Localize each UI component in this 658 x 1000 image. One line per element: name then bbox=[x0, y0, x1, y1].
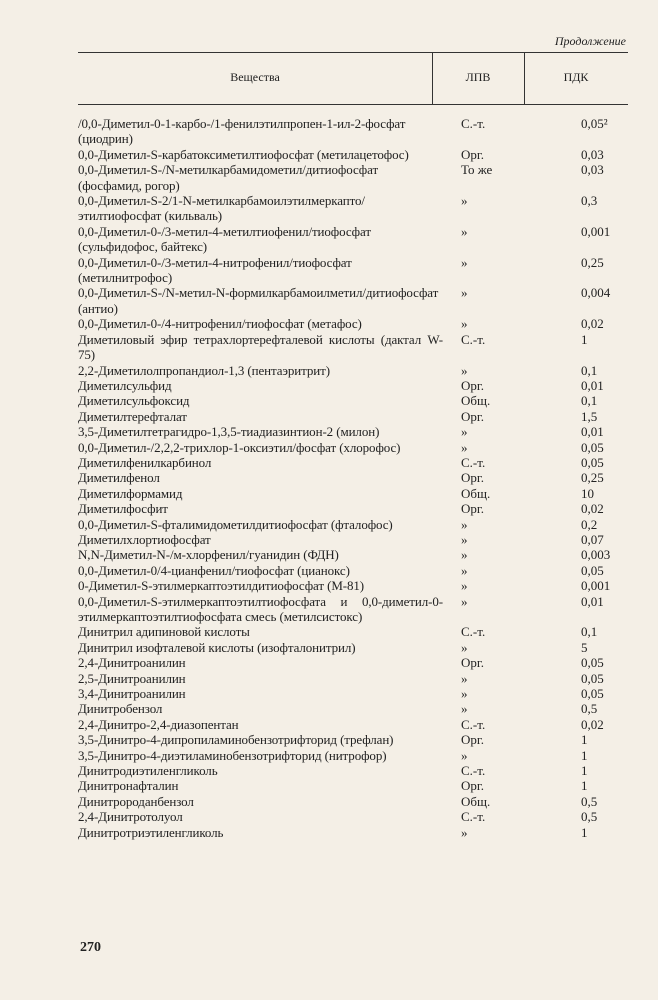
substance-name: /0,0-Диметил-0-1-карбо-/1-фенилэтилпропен-1-ил-2-фосфат (циодрин) bbox=[78, 116, 406, 147]
substance-name: 3,5-Динитро-4-дипропиламинобензотрифторид (трефлан) bbox=[78, 732, 394, 748]
lpv-value: С.-т. bbox=[461, 454, 486, 470]
table-row bbox=[78, 501, 630, 516]
table-row bbox=[78, 440, 630, 455]
pdk-value: 0,05 bbox=[581, 686, 604, 702]
substance-name: Диметиловый эфир тетрахлортерефталевой кислоты (дактал W-75) bbox=[78, 331, 443, 363]
substance-name: 0,0-Диметил-0-/4-нитрофенил/тиофосфат (метафос) bbox=[78, 316, 362, 332]
table-row bbox=[78, 193, 630, 224]
lpv-value: Общ. bbox=[461, 393, 491, 409]
pdk-value: 0,07 bbox=[581, 531, 604, 547]
pdk-value: 0,01 bbox=[581, 593, 604, 609]
substance-name: Динитротриэтиленгликоль bbox=[78, 824, 224, 840]
lpv-value: » bbox=[461, 516, 468, 532]
pdk-value: 0,2 bbox=[581, 516, 598, 532]
table-header-rule bbox=[78, 104, 628, 105]
substance-name: Диметилсульфид bbox=[78, 377, 172, 393]
table-row bbox=[78, 517, 630, 532]
pdk-value: 0,001 bbox=[581, 578, 611, 594]
substance-name: 0,0-Диметил-S-карбатоксиметилтиофосфат (метилацетофос) bbox=[78, 146, 409, 162]
pdk-value: 0,05 bbox=[581, 655, 604, 671]
table-row bbox=[78, 563, 630, 578]
table-row bbox=[78, 224, 630, 255]
table-row bbox=[78, 732, 630, 747]
lpv-value: » bbox=[461, 701, 468, 717]
pdk-value: 0,05 bbox=[581, 439, 604, 455]
lpv-value: С.-т. bbox=[461, 809, 486, 825]
pdk-value: 0,05 bbox=[581, 562, 604, 578]
table-row bbox=[78, 640, 630, 655]
table-row bbox=[78, 717, 630, 732]
substance-name: 2,4-Динитротолуол bbox=[78, 809, 183, 825]
substance-name: 0,0-Диметил-0-/3-метил-4-метилтиофенил/тиофосфат (сульфидофос, байтекс) bbox=[78, 223, 371, 255]
substance-name: 2,4-Динитро-2,4-диазопентан bbox=[78, 716, 239, 732]
lpv-value: » bbox=[461, 223, 468, 239]
substance-name: Диметилфосфит bbox=[78, 501, 168, 517]
table-row bbox=[78, 578, 630, 593]
lpv-value: Орг. bbox=[461, 408, 485, 424]
continued-label: Продолжение bbox=[554, 34, 626, 48]
lpv-value: » bbox=[461, 593, 468, 609]
substance-name: Диметилхлортиофосфат bbox=[78, 531, 211, 547]
lpv-value: С.-т. bbox=[461, 716, 486, 732]
pdk-value: 0,004 bbox=[581, 285, 611, 301]
lpv-value: » bbox=[461, 670, 468, 686]
substance-name: Динитробензол bbox=[78, 701, 163, 717]
table-row bbox=[78, 809, 630, 824]
pdk-value: 0,05 bbox=[581, 670, 604, 686]
table-row bbox=[78, 455, 630, 470]
lpv-value: » bbox=[461, 285, 468, 301]
table-body bbox=[78, 116, 630, 840]
pdk-value: 1 bbox=[581, 763, 588, 779]
table-row bbox=[78, 686, 630, 701]
substance-name: 0,0-Диметил-S-2/1-N-метилкарбамоилэтилмеркапто/этилтиофосфат (кильваль) bbox=[78, 193, 365, 224]
pdk-value: 0,001 bbox=[581, 223, 611, 239]
substance-name: Динитронафталин bbox=[78, 778, 179, 794]
table-row bbox=[78, 316, 630, 331]
pdk-value: 0,5 bbox=[581, 793, 598, 809]
lpv-value: » bbox=[461, 439, 468, 455]
pdk-value: 0,1 bbox=[581, 393, 598, 409]
pdk-value: 0,02 bbox=[581, 316, 604, 332]
lpv-value: » bbox=[461, 562, 468, 578]
substance-name: 0,0-Диметил-S-/N-метил-N-формилкарбамоилметил/дитиофосфат (антио) bbox=[78, 285, 439, 316]
lpv-value: » bbox=[461, 531, 468, 547]
table-row bbox=[78, 532, 630, 547]
pdk-value: 0,05 bbox=[581, 454, 604, 470]
table-row bbox=[78, 409, 630, 424]
substance-name: 2,2-Диметилолпропандиол-1,3 (пентаэритрит) bbox=[78, 362, 330, 378]
pdk-value: 0,05² bbox=[581, 116, 608, 131]
table-row bbox=[78, 778, 630, 793]
lpv-value: » bbox=[461, 578, 468, 594]
pdk-value: 0,25 bbox=[581, 470, 604, 486]
substance-name: 0,0-Диметил-0-/3-метил-4-нитрофенил/тиофосфат (метилнитрофос) bbox=[78, 254, 352, 286]
lpv-value: Орг. bbox=[461, 732, 485, 748]
pdk-value: 1 bbox=[581, 747, 588, 763]
table-row bbox=[78, 378, 630, 393]
table-row bbox=[78, 624, 630, 639]
lpv-value: То же bbox=[461, 162, 493, 178]
substance-name: N,N-Диметил-N-/м-хлорфенил/гуанидин (ФДН) bbox=[78, 547, 339, 563]
lpv-value: » bbox=[461, 254, 468, 270]
lpv-value: » bbox=[461, 824, 468, 840]
substance-name: Диметилфенилкарбинол bbox=[78, 454, 212, 470]
table-row bbox=[78, 701, 630, 716]
substance-name: Диметилтерефталат bbox=[78, 408, 187, 424]
lpv-value: Орг. bbox=[461, 655, 485, 671]
lpv-value: » bbox=[461, 686, 468, 702]
substance-name: 2,4-Динитроанилин bbox=[78, 655, 186, 671]
pdk-value: 0,02 bbox=[581, 716, 604, 732]
table-row bbox=[78, 594, 630, 625]
pdk-value: 1 bbox=[581, 331, 588, 347]
table-row bbox=[78, 671, 630, 686]
lpv-value: Орг. bbox=[461, 146, 485, 162]
pdk-value: 0,5 bbox=[581, 701, 598, 717]
table-row bbox=[78, 332, 630, 363]
lpv-value: Орг. bbox=[461, 470, 485, 486]
table-top-rule bbox=[78, 52, 628, 53]
pdk-value: 0,1 bbox=[581, 624, 598, 640]
pdk-value: 1 bbox=[581, 824, 588, 840]
table-row bbox=[78, 825, 630, 840]
substance-name: 3,5-Диметилтетрагидро-1,3,5-тиадиазинтион-2 (милон) bbox=[78, 424, 380, 440]
pdk-value: 0,1 bbox=[581, 362, 598, 378]
table-row bbox=[78, 655, 630, 670]
substance-name: Динитрил изофталевой кислоты (изофталонитрил) bbox=[78, 639, 356, 655]
table-row bbox=[78, 470, 630, 485]
substance-name: Диметилформамид bbox=[78, 485, 183, 501]
lpv-value: Орг. bbox=[461, 778, 485, 794]
pdk-value: 0,3 bbox=[581, 193, 598, 209]
lpv-value: Орг. bbox=[461, 501, 485, 517]
table-row bbox=[78, 147, 630, 162]
pdk-value: 5 bbox=[581, 639, 588, 655]
lpv-value: Общ. bbox=[461, 793, 491, 809]
substance-name: Динитрил адипиновой кислоты bbox=[78, 624, 250, 640]
substance-name: Динитродиэтиленгликоль bbox=[78, 763, 218, 779]
header-pdk: ПДК bbox=[563, 70, 589, 84]
table-row bbox=[78, 794, 630, 809]
pdk-value: 0,03 bbox=[581, 146, 604, 162]
substance-name: Диметилфенол bbox=[78, 470, 160, 486]
lpv-value: » bbox=[461, 362, 468, 378]
substance-name: 0-Диметил-S-этилмеркаптоэтилдитиофосфат (М-81) bbox=[78, 578, 365, 594]
substance-name: 3,4-Динитроанилин bbox=[78, 686, 186, 702]
table-row bbox=[78, 547, 630, 562]
substance-name: 0,0-Диметил-/2,2,2-трихлор-1-оксиэтил/фосфат (хлорофос) bbox=[78, 439, 401, 455]
table-row bbox=[78, 285, 630, 316]
pdk-value: 0,03 bbox=[581, 162, 604, 178]
lpv-value: С.-т. bbox=[461, 116, 486, 131]
lpv-value: » bbox=[461, 316, 468, 332]
lpv-value: С.-т. bbox=[461, 331, 486, 347]
substance-name: 0,0-Диметил-S-этилмеркаптоэтилтиофосфата и 0,0-диметил-0-этилмеркаптоэтилтиофосфата смесь (метилсистокс) bbox=[78, 593, 443, 624]
lpv-value: С.-т. bbox=[461, 763, 486, 779]
table-row bbox=[78, 116, 630, 147]
pdk-value: 1,5 bbox=[581, 408, 598, 424]
lpv-value: » bbox=[461, 747, 468, 763]
header-substance: Вещества bbox=[230, 70, 280, 84]
substance-name: 3,5-Динитро-4-диэтиламинобензотрифторид (нитрофор) bbox=[78, 747, 387, 763]
substance-name: Диметилсульфоксид bbox=[78, 393, 190, 409]
substance-name: 2,5-Динитроанилин bbox=[78, 670, 186, 686]
substance-name: 0,0-Диметил-S-/N-метилкарбамидометил/дитиофосфат (фосфамид, рогор) bbox=[78, 162, 379, 193]
lpv-value: » bbox=[461, 193, 468, 209]
table-row bbox=[78, 162, 630, 193]
lpv-value: Орг. bbox=[461, 377, 485, 393]
page-number: 270 bbox=[80, 940, 101, 955]
pdk-value: 10 bbox=[581, 485, 594, 501]
header-lpv: ЛПВ bbox=[465, 70, 491, 84]
lpv-value: » bbox=[461, 424, 468, 440]
table-row bbox=[78, 424, 630, 439]
table-row bbox=[78, 363, 630, 378]
pdk-value: 0,25 bbox=[581, 254, 604, 270]
substance-name: Динитророданбензол bbox=[78, 793, 194, 809]
pdk-value: 0,01 bbox=[581, 424, 604, 440]
table-row bbox=[78, 393, 630, 408]
substance-name: 0,0-Диметил-0/4-цианфенил/тиофосфат (цианокс) bbox=[78, 562, 350, 578]
pdk-value: 0,02 bbox=[581, 501, 604, 517]
lpv-value: » bbox=[461, 547, 468, 563]
table-row bbox=[78, 255, 630, 286]
pdk-value: 0,01 bbox=[581, 377, 604, 393]
pdk-value: 0,5 bbox=[581, 809, 598, 825]
lpv-value: Общ. bbox=[461, 485, 491, 501]
table-row bbox=[78, 763, 630, 778]
pdk-value: 0,003 bbox=[581, 547, 611, 563]
lpv-value: С.-т. bbox=[461, 624, 486, 640]
pdk-value: 1 bbox=[581, 778, 588, 794]
pdk-value: 1 bbox=[581, 732, 588, 748]
lpv-value: » bbox=[461, 639, 468, 655]
table-row bbox=[78, 748, 630, 763]
table-row bbox=[78, 486, 630, 501]
substance-name: 0,0-Диметил-S-фталимидометилдитиофосфат (фталофос) bbox=[78, 516, 393, 532]
